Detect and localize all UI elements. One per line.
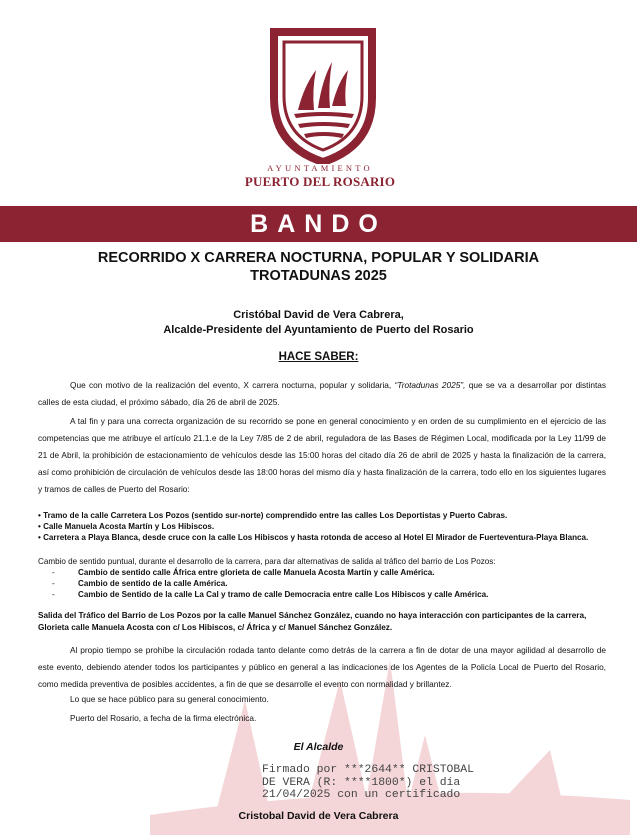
tramo-item-2: • Calle Manuela Acosta Martín y Los Hibiscos. [38, 522, 215, 531]
cambio-item-2 [52, 578, 592, 589]
hace-saber-heading: HACE SABER: [278, 351, 359, 363]
tramo-item-1: • Tramo de la calle Carretera Los Pozos (sentido sur-norte) comprendido entre las calles Los Deportistas y Puerto Cabras. [38, 511, 508, 520]
event-name: “Trotadunas 2025”, [394, 380, 466, 390]
document-title-line2: TROTADUNAS 2025 [250, 268, 387, 284]
dash-marker: - [52, 568, 55, 577]
cambio-item-3 [52, 589, 592, 600]
electronic-signature [262, 764, 522, 802]
bando-banner: BANDO [0, 206, 637, 242]
cambio-text-1: Cambio de sentido calle África entre glorieta de calle Manuela Acosta Martín y calle América. [78, 568, 435, 577]
author-role: Alcalde-Presidente del Ayuntamiento de Puerto del Rosario [163, 324, 474, 336]
intro-paragraph [38, 377, 606, 411]
signer-name: Cristobal David de Vera Cabrera [238, 810, 399, 822]
tramo-item-3: • Carretera a Playa Blanca, desde cruce con la calle Los Hibiscos y hasta rotonda de acceso al Hotel El Mirador de Fuerteventura-Playa Blanca. [38, 533, 589, 542]
signature-line-1: Firmado por ***2644** CRISTOBAL [262, 764, 474, 776]
dash-marker: - [52, 579, 55, 588]
signature-line-2: DE VERA (R: ****1800*) el día [262, 776, 461, 789]
signature-line-3: 21/04/2025 con un certificado [262, 789, 461, 801]
ayuntamiento-label: AYUNTAMIENTO [267, 163, 373, 173]
cambio-text-3: Cambio de Sentido de la calle La Cal y tramo de calle Democracia entre calle Los Hibiscos y calle América. [78, 590, 489, 599]
document-title-line1: RECORRIDO X CARRERA NOCTURNA, POPULAR Y SOLIDARIA [97, 250, 540, 266]
cambio-text-2: Cambio de sentido de la calle América. [78, 579, 228, 588]
dash-marker: - [52, 590, 55, 599]
alcalde-label: El Alcalde [293, 741, 344, 753]
cambio-item-1 [52, 567, 592, 578]
ayuntamiento-logo [268, 28, 378, 164]
logo-caption [230, 163, 410, 190]
publico-line: Lo que se hace público para su general conocimiento. [70, 694, 269, 704]
municipality-name: PUERTO DEL ROSARIO [244, 174, 396, 189]
author-name: Cristóbal David de Vera Cabrera, [233, 309, 404, 321]
intro-text: Que con motivo de la realización del evento, X carrera nocturna, popular y solidaria, [70, 380, 395, 390]
intro-text-end: que se va a desarrollar por distintas calles de esta ciudad, el próximo sábado, día 26 de abril de 2025. [38, 380, 607, 407]
prohibe-paragraph: Al propio tiempo se prohíbe la circulación rodada tanto delante como detrás de la carrera a fin de dotar de una mayor agilidad al desarrollo de este evento, debiendo atender todos los participantes y público en general a las indicaciones de los Agentes de la Policía Local de Puerto del Rosario, como medida preventiva de posibles accidentes, a fin de que se desarrolle el evento con normalidad y brillantez. [38, 645, 606, 689]
salida-paragraph: Salida del Tráfico del Barrio de Los Pozos por la calle Manuel Sánchez González, cuando no haya interacción con participantes de la carrera, Glorieta calle Manuela Acosta con c/ Los Hibiscos, c/ África y c/ Manuel Sánchez González. [38, 611, 587, 632]
cambio-intro: Cambio de sentido puntual, durante el desarrollo de la carrera, para dar alternativas de salida al tráfico del barrio de Los Pozos: [38, 557, 496, 566]
competencias-paragraph: A tal fin y para una correcta organización de su recorrido se pone en general conocimiento y en orden de su cumplimiento en el ejercicio de las competencias que me atribuye el artículo 21.1.e de la Ley 7/85 de 2 de abril, reguladora de las Bases de Régimen Local, modificada por la Ley 11/99 de 21 de Abril, la prohibición de estacionamiento de vehículos desde las 15:00 horas del citado día 26 de abril de 2025 y hasta la finalización de la carrera, así como prohibición de circulación de vehículos desde las 18:00 horas del mismo día y hasta finalización de la carrera, todo ello en los siguientes lugares y tramos de calles de Puerto del Rosario: [38, 416, 606, 494]
fecha-line: Puerto del Rosario, a fecha de la firma electrónica. [70, 713, 257, 723]
